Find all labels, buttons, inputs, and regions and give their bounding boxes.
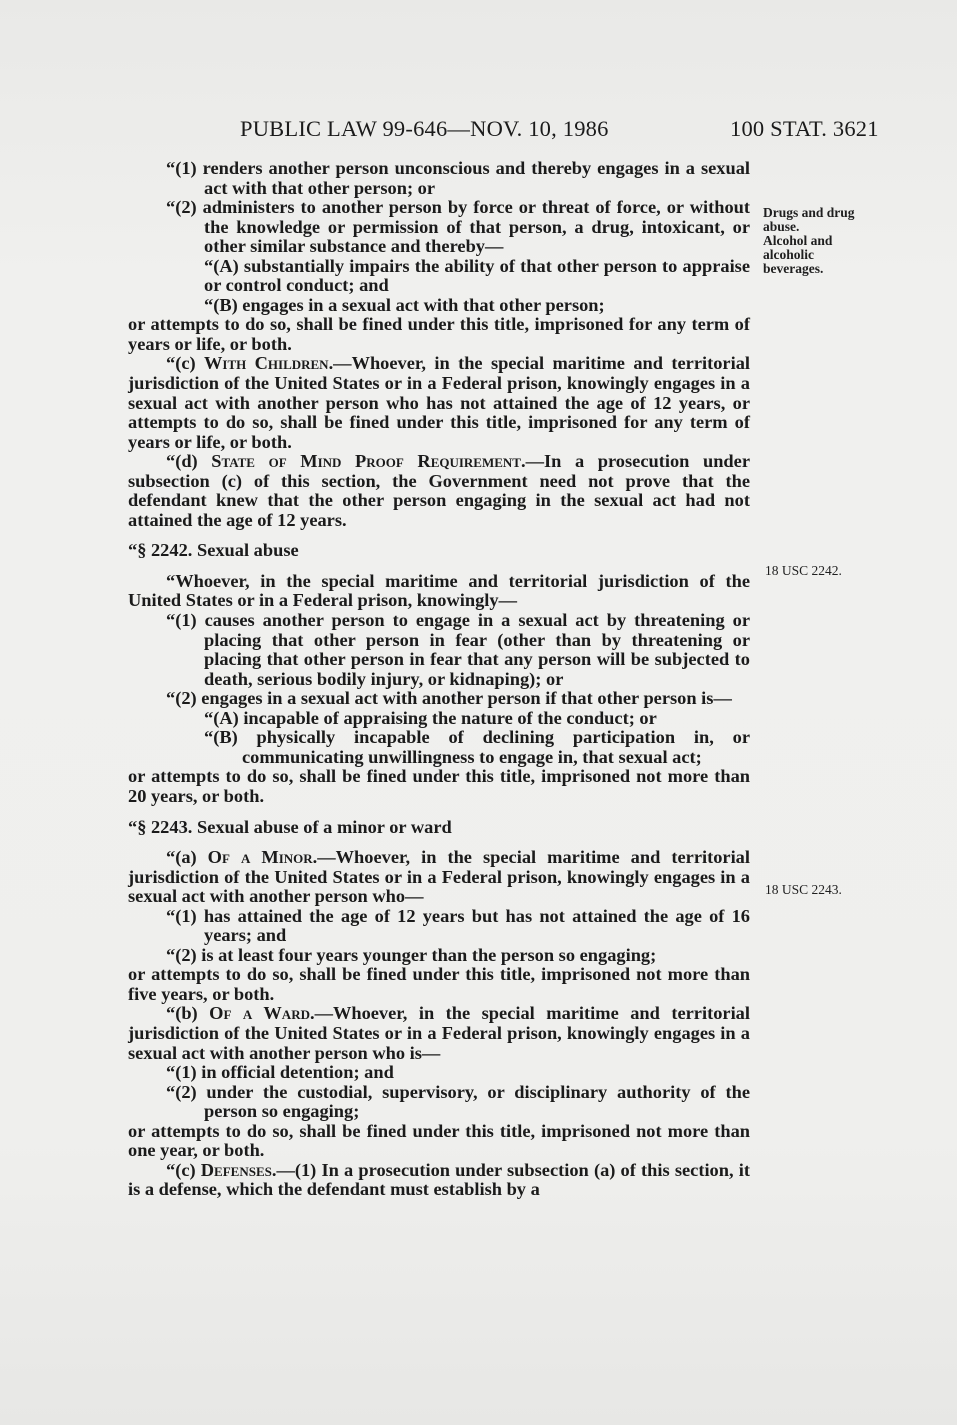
margin-note-line: Drugs and drug [763, 205, 855, 220]
subsection-d-heading: State of Mind Proof Requirement [211, 451, 521, 472]
header-law-citation: PUBLIC LAW 99-646—NOV. 10, 1986 [240, 116, 609, 141]
subsection-d-state-of-mind [128, 452, 750, 530]
subsection-c2-lead: “(c) [166, 1159, 201, 1180]
subsection-c-lead: “(c) [166, 353, 204, 374]
subsection-c2-text: .—(1) In a prosecution under subsection (a) of this section, it is a defense, which the defendant must establish by a [128, 1159, 750, 1200]
subsection-b-heading: Of a Ward [209, 1003, 310, 1024]
para-2-administers-drug: “(2) administers to another person by force or threat of force, or without the knowledge or permission of that person, a drug, intoxicant, or other similar substance and thereby— [166, 197, 750, 257]
subsection-a-para-2: “(2) is at least four years younger than the person so engaging; [166, 944, 657, 965]
margin-note-usc-2242: 18 USC 2242. [765, 563, 842, 578]
section-2242-title: “§ 2242. Sexual abuse [128, 540, 299, 561]
section-2242-para-B: “(B) physically incapable of declining participation in, or communicating unwillingness to engage in, that sexual act; [204, 727, 750, 767]
subsection-a-text: .—Whoever, in the special maritime and territorial jurisdiction of the United States or in a Federal prison, knowingly engages in a sexual act with another person who— [128, 847, 750, 907]
subsection-a-para-1: “(1) has attained the age of 12 years but has not attained the age of 16 years; and [166, 905, 750, 946]
subsection-d-lead: “(d) [166, 451, 212, 472]
margin-note-usc-2243: 18 USC 2243. [765, 882, 842, 897]
subsection-a-heading: Of a Minor [207, 847, 313, 868]
subsection-b-text: .—Whoever, in the special maritime and territorial jurisdiction of the United States or in a Federal prison, knowingly engages in a sexual act with another person who is— [128, 1003, 750, 1063]
subsection-c-heading: With Children [204, 353, 329, 374]
subsection-c-text: .—Whoever, in the special maritime and territorial jurisdiction of the United States or in a Federal prison, knowingly engages in a sexual act with another person who has not attained the age of 12 years, or attempts to do so, shall be fined under this title, imprisoned for any term of years or life, or both. [128, 353, 750, 452]
para-A-text: “(A) substantially impairs the ability of that other person to appraise or control conduct; and [204, 255, 750, 296]
subsection-c2-heading: Defenses [200, 1159, 272, 1180]
para-B-engages: “(B) engages in a sexual act with that other person; [204, 294, 605, 315]
section-2242-para-2: “(2) engages in a sexual act with another person if that other person is— [166, 688, 732, 709]
subsection-a-of-a-minor [128, 848, 750, 907]
subsection-b-para-1: “(1) in official detention; and [166, 1062, 394, 1083]
subsection-b-para-2: “(2) under the custodial, supervisory, or disciplinary authority of the person so engaging; [166, 1081, 750, 1122]
section-2242-para-A: “(A) incapable of appraising the nature of the conduct; or [204, 707, 657, 728]
margin-note-line: abuse. [763, 219, 800, 234]
section-2242-penalty: or attempts to do so, shall be fined under this title, imprisoned not more than 20 years, or both. [128, 766, 750, 806]
subsection-b-of-a-ward [128, 1004, 750, 1063]
section-2243-title: “§ 2243. Sexual abuse of a minor or ward [128, 816, 452, 837]
subsection-b-lead: “(b) [166, 1003, 210, 1024]
subsection-c-defenses [128, 1161, 750, 1200]
subsection-d-text: .—In a prosecution under subsection (c) of this section, the Government need not prove that the defendant knew that the other person engaging in the sexual act had not attained the age of 12 years. [128, 451, 750, 530]
margin-note-line: alcoholic [763, 247, 814, 262]
section-2242-intro: “Whoever, in the special maritime and territorial jurisdiction of the United States or in a Federal prison, knowingly— [128, 570, 750, 611]
margin-note-line: beverages. [763, 261, 824, 276]
header-stat-citation: 100 STAT. 3621 [730, 116, 879, 141]
para-1-renders-unconscious: “(1) renders another person unconscious and thereby engages in a sexual act with that other person; or [166, 158, 750, 198]
margin-note-drugs [763, 206, 855, 276]
margin-note-line: Alcohol and [763, 233, 833, 248]
para-penalty-1: or attempts to do so, shall be fined under this title, imprisoned for any term of years or life, or both. [128, 314, 750, 354]
subsection-c-with-children [128, 354, 750, 452]
page-header [240, 116, 890, 146]
section-2242-para-1: “(1) causes another person to engage in a sexual act by threatening or placing that other person in fear (other than by threatening or placing that other person in fear that any person will be subjected to death, serious bodily injury, or kidnaping); or [166, 610, 750, 689]
para-A-impairs [128, 257, 750, 296]
subsection-a-penalty: or attempts to do so, shall be fined under this title, imprisoned not more than five years, or both. [128, 964, 750, 1004]
statute-body [128, 159, 750, 1200]
subsection-b-penalty: or attempts to do so, shall be fined under this title, imprisoned not more than one year, or both. [128, 1120, 750, 1161]
subsection-a-lead: “(a) [166, 847, 208, 868]
